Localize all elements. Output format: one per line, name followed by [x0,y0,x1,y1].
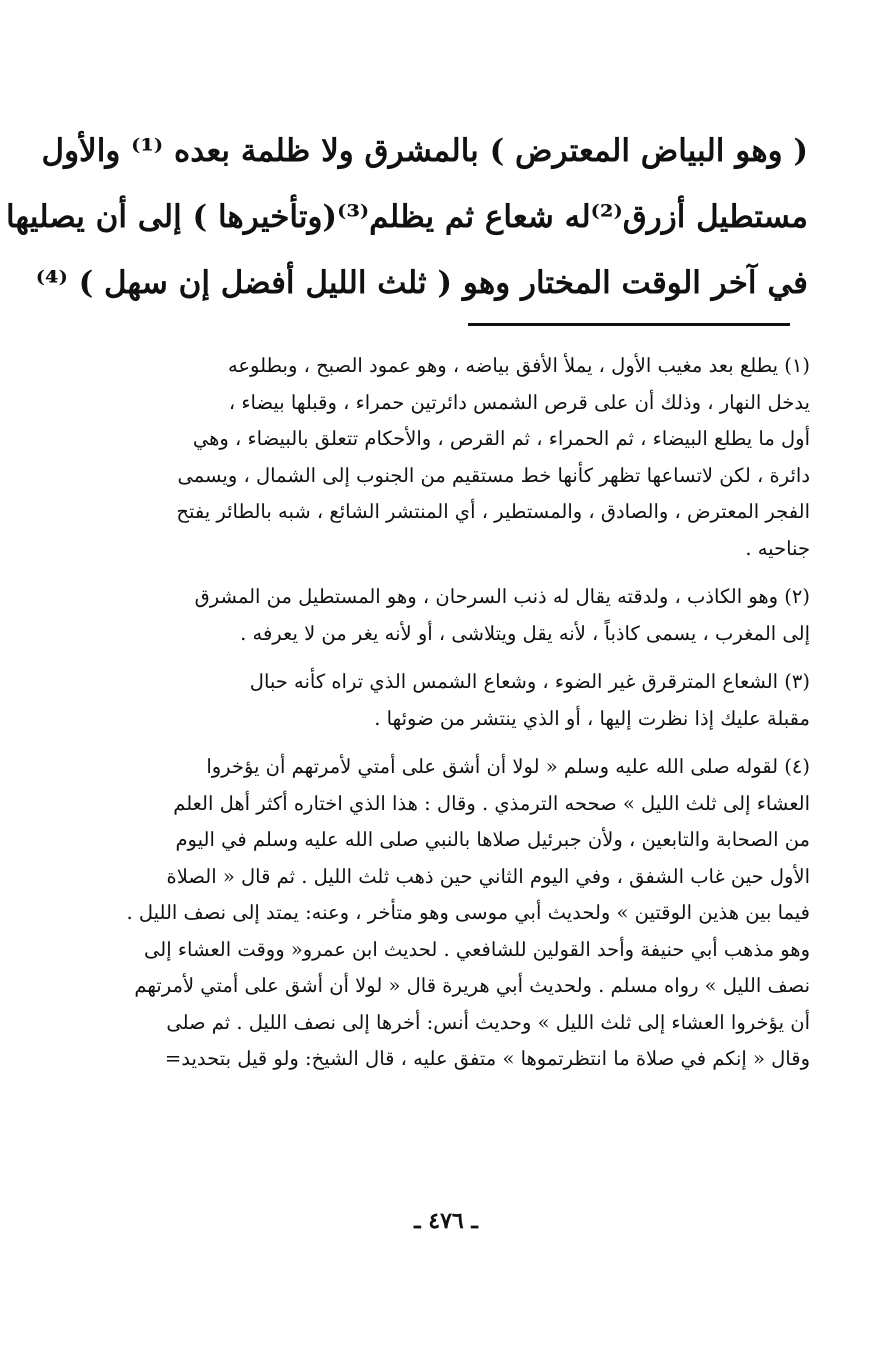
footnote-line: الأول حين غاب الشفق ، وفي اليوم الثاني حين ذهب ثلث الليل . ثم قال « الصلاة [166,864,810,888]
footnote-line: العشاء إلى ثلث الليل » صححه الترمذي . وقال : هذا الذي اختاره أكثر أهل العلم [173,791,810,815]
footnote-line: وهو مذهب أبي حنيفة وأحد القولين للشافعي . لحديث ابن عمرو« ووقت العشاء إلى [144,937,810,961]
footnote-line: (٣) الشعاع المترقرق غير الضوء ، وشعاع الشمس الذي تراه كأنه حبال [249,670,810,693]
footnote-line: فيما بين هذين الوقتين » ولحديث أبي موسى وهو متأخر ، وعنه: يمتد إلى نصف الليل . [126,901,810,924]
footnote-line: نصف الليل » رواه مسلم . ولحديث أبي هريرة قال « لولا أن أشق على أمتي لأمرتهم [134,974,810,997]
footnote-line: أول ما يطلع البيضاء ، ثم الحمراء ، ثم القرص ، والأحكام تتعلق بالبيضاء ، وهي [192,427,810,450]
main-text-line: في آخر الوقت المختار وهو ( ثلث الليل أفضل إن سهل ) ⁽⁴⁾ [35,265,808,301]
footnote-1 [78,348,810,567]
footnote-line: إلى المغرب ، يسمى كاذباً ، لأنه يقل ويتلاشى ، أو لأنه يغر من لا يعرفه . [240,621,810,645]
footnote-line: من الصحابة والتابعين ، ولأن جبرئيل صلاها بالنبي صلى الله عليه وسلم في اليوم [175,828,810,851]
page-number: ـ ٤٧٦ ـ [414,1208,478,1234]
main-text-line: مستطيل أزرق⁽²⁾له شعاع ثم يظلم⁽³⁾(وتأخيرها ) إلى أن يصليها [5,199,808,235]
footnote-line: وقال « إنكم في صلاة ما انتظرتموها » متفق عليه ، قال الشيخ: ولو قيل بتحديد= [164,1047,810,1070]
footnote-line: دائرة ، لكن لاتساعها تظهر كأنها خط مستقيم من الجنوب إلى الشمال ، ويسمى [177,463,810,487]
footnote-line: مقبلة عليك إذا نظرت إليها ، أو الذي ينتشر من ضوئها . [374,706,810,730]
main-text-line: ( وهو البياض المعترض ) بالمشرق ولا ظلمة بعده ⁽¹⁾ والأول [41,133,808,169]
footnote-line: (٢) وهو الكاذب ، ولدقته يقال له ذنب السرحان ، وهو المستطيل من المشرق [194,585,810,608]
footnote-line: الفجر المعترض ، والصادق ، والمستطير ، أي المنتشر الشائع ، شبه بالطائر يفتح [176,500,810,523]
footnote-4 [78,749,810,1078]
footnote-line: جناحيه . [745,536,810,560]
footnotes-section [78,348,810,1090]
footnote-line: أن يؤخروا العشاء إلى ثلث الليل » وحديث أنس: أخرها إلى نصف الليل . ثم صلى [166,1010,810,1034]
footnote-line: (١) يطلع بعد مغيب الأول ، يملأ الأفق بياضه ، وهو عمود الصبح ، وبطلوعه [227,354,810,377]
footnote-line: يدخل النهار ، وذلك أن على قرص الشمس دائرتين حمراء ، وقبلها بيضاء ، [228,390,810,414]
footnote-3 [78,664,810,737]
main-text-block [5,118,808,316]
footnote-2 [78,579,810,652]
footnote-separator-rule [468,323,790,326]
footnote-line: (٤) لقوله صلى الله عليه وسلم « لولا أن أشق على أمتي لأمرتهم أن يؤخروا [206,755,810,778]
